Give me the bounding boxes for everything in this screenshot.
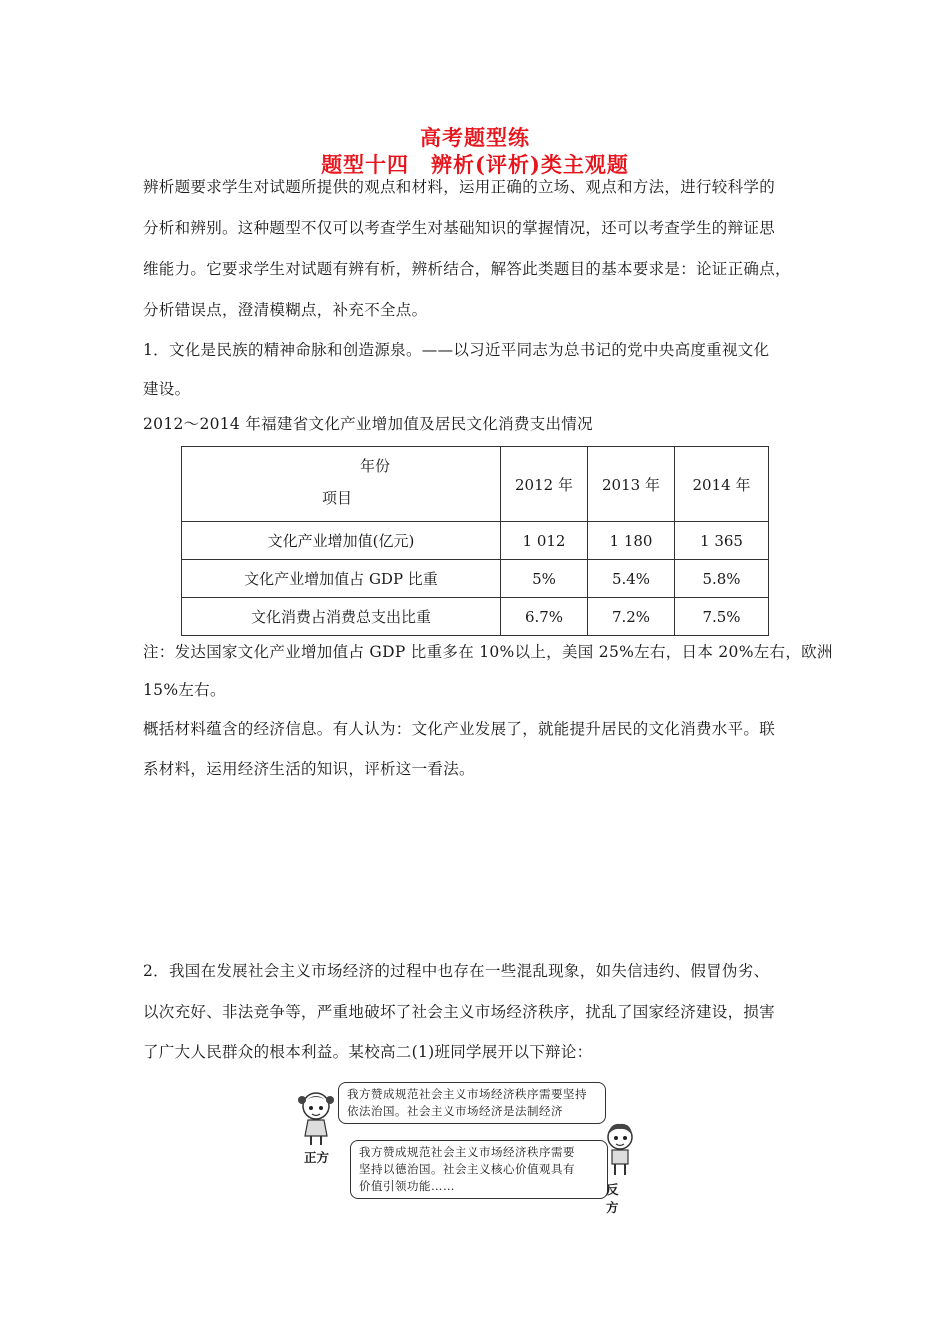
- table-row-label: 文化产业增加值占 GDP 比重: [182, 560, 501, 598]
- pro-bubble-line: 我方赞成规范社会主义市场经济秩序需要坚持: [347, 1087, 587, 1101]
- con-bubble-line: 坚持以德治国。社会主义核心价值观具有: [359, 1162, 575, 1176]
- table-cell: 5.4%: [588, 560, 675, 598]
- q2-line-2: 以次充好、非法竞争等，严重地破坏了社会主义市场经济秩序，扰乱了国家经济建设，损害: [143, 1003, 776, 1021]
- boy-figure-icon: [602, 1120, 638, 1178]
- table-row: [182, 560, 769, 598]
- table-cell: 5.8%: [675, 560, 769, 598]
- table-cell: 1 012: [501, 522, 588, 560]
- q1-note-line-2: 15%左右。: [143, 681, 226, 699]
- table-row: [182, 598, 769, 636]
- table-header-year: 2013 年: [588, 447, 675, 522]
- q1-ask-line-1: 概括材料蕴含的经济信息。有人认为：文化产业发展了，就能提升居民的文化消费水平。联: [143, 720, 776, 738]
- table-row-label: 文化消费占消费总支出比重: [182, 598, 501, 636]
- q1-line-2: 建设。: [143, 380, 191, 398]
- pro-speech-bubble: [338, 1082, 606, 1124]
- data-table: [181, 446, 769, 636]
- girl-figure-icon: [296, 1088, 336, 1148]
- table-row: [182, 522, 769, 560]
- pro-side-label: 正方: [304, 1150, 330, 1165]
- intro-line-4: 分析错误点，澄清模糊点，补充不全点。: [143, 301, 428, 319]
- q1-note-line-1: 注：发达国家文化产业增加值占 GDP 比重多在 10%以上，美国 25%左右，日本 20%左右，欧洲: [143, 643, 833, 661]
- table-cell: 1 180: [588, 522, 675, 560]
- q1-line-1: 1．文化是民族的精神命脉和创造源泉。——以习近平同志为总书记的党中央高度重视文化: [143, 341, 770, 359]
- q2-line-3: 了广大人民群众的根本利益。某校高二(1)班同学展开以下辩论：: [143, 1043, 593, 1061]
- table-row-label: 文化产业增加值(亿元): [182, 522, 501, 560]
- table-header-year: 2014 年: [675, 447, 769, 522]
- page-subtitle: 题型十四 辨析(评析)类主观题: [321, 152, 629, 177]
- table-header-year: 2012 年: [501, 447, 588, 522]
- table-corner-cell: [182, 447, 501, 522]
- table-cell: 7.2%: [588, 598, 675, 636]
- table-cell: 1 365: [675, 522, 769, 560]
- con-speech-bubble: [350, 1140, 608, 1199]
- q1-table-caption: 2012～2014 年福建省文化产业增加值及居民文化消费支出情况: [143, 415, 593, 433]
- q1-ask-line-2: 系材料，运用经济生活的知识，评析这一看法。: [143, 760, 475, 778]
- table-corner-item: 项目: [322, 489, 353, 507]
- intro-line-1: 辨析题要求学生对试题所提供的观点和材料，运用正确的立场、观点和方法，进行较科学的: [143, 178, 776, 196]
- page-title: 高考题型练: [420, 125, 530, 150]
- intro-line-2: 分析和辨别。这种题型不仅可以考查学生对基础知识的掌握情况，还可以考查学生的辩证思: [143, 219, 776, 237]
- con-bubble-line: 我方赞成规范社会主义市场经济秩序需要: [359, 1145, 575, 1159]
- intro-line-3: 维能力。它要求学生对试题有辨有析，辨析结合，解答此类题目的基本要求是：论证正确点，: [143, 260, 791, 278]
- table-cell: 7.5%: [675, 598, 769, 636]
- con-side-label: 反方: [606, 1182, 619, 1215]
- con-bubble-line: 价值引领功能……: [359, 1179, 455, 1193]
- pro-bubble-line: 依法治国。社会主义市场经济是法制经济: [347, 1104, 563, 1118]
- table-corner-year: 年份: [360, 457, 391, 475]
- table-cell: 6.7%: [501, 598, 588, 636]
- q2-line-1: 2．我国在发展社会主义市场经济的过程中也存在一些混乱现象，如失信违约、假冒伪劣、: [143, 962, 770, 980]
- table-cell: 5%: [501, 560, 588, 598]
- debate-illustration: [290, 1076, 630, 1215]
